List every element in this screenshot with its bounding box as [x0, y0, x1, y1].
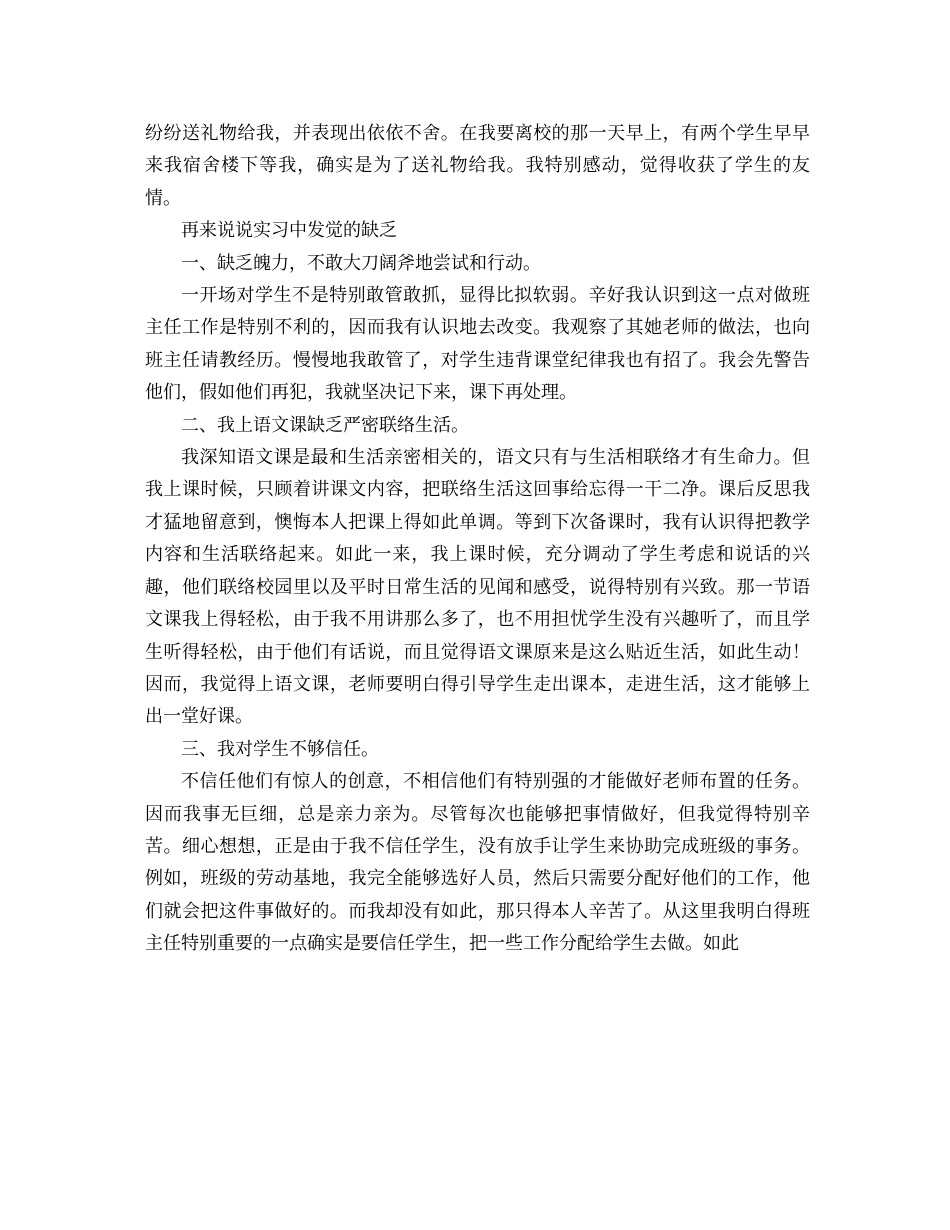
paragraph-5-heading: 二、我上语文课缺乏严密联络生活。	[181, 414, 469, 436]
paragraph-1: 纷纷送礼物给我，并表现出依依不舍。在我要离校的那一天早上，有两个学生早早来我宿舍楼下等我，确实是为了送礼物给我。我特别感动，觉得收获了学生的友情。	[145, 123, 810, 209]
paragraph-4: 一开场对学生不是特别敢管敢抓，显得比拟软弱。辛好我认识到这一点对做班主任工作是特别不利的，因而我有认识地去改变。我观察了其她老师的做法，也向班主任请教经历。慢慢地我敢管了，对学生违背课堂纪律我也有招了。我会先警告他们，假如他们再犯，我就坚决记下来，课下再处理。	[145, 285, 810, 404]
paragraph-2: 再来说说实习中发觉的缺乏	[181, 220, 397, 242]
paragraph-7-heading: 三、我对学生不够信任。	[181, 738, 379, 760]
paragraph-8: 不信任他们有惊人的创意，不相信他们有特别强的才能做好老师布置的任务。因而我事无巨细，总是亲力亲为。尽管每次也能够把事情做好，但我觉得特别辛苦。细心想想，正是由于我不信任学生，没有放手让学生来协助完成班级的事务。例如，班级的劳动基地，我完全能够选好人员，然后只需要分配好他们的工作，他们就会把这件事做好的。而我却没有如此，那只得本人辛苦了。从这里我明白得班主任特别重要的一点确实是要信任学生，把一些工作分配给学生去做。如此	[145, 771, 810, 955]
paragraph-3-heading: 一、缺乏魄力，不敢大刀阔斧地尝试和行动。	[181, 252, 541, 274]
document-body	[145, 118, 810, 961]
paragraph-6: 我深知语文课是最和生活亲密相关的，语文只有与生活相联络才有生命力。但我上课时候，只顾着讲课文内容，把联络生活这回事给忘得一干二净。课后反思我才猛地留意到，懊悔本人把课上得如此单调。等到下次备课时，我有认识得把教学内容和生活联络起来。如此一来，我上课时候，充分调动了学生考虑和说话的兴趣，他们联络校园里以及平时日常生活的见闻和感受，说得特别有兴致。那一节语文课我上得轻松，由于我不用讲那么多了，也不用担忧学生没有兴趣听了，而且学生听得轻松，由于他们有话说，而且觉得语文课原来是这么贴近生活，如此生动！因而，我觉得上语文课，老师要明白得引导学生走出课本，走进生活，这才能够上出一堂好课。	[145, 447, 810, 728]
